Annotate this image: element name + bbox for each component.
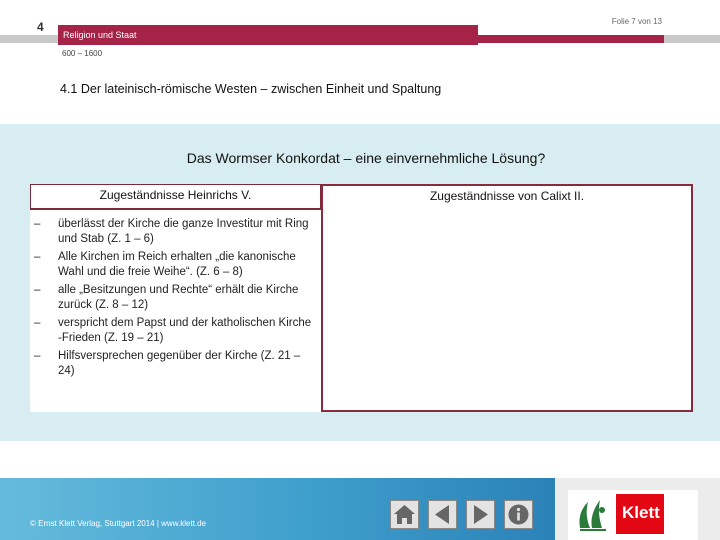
list-item-text: Hilfsversprechen gegenüber der Kirche (Z. 21 – 24) [58,350,301,377]
bullet-dash: – [34,350,41,362]
subject-bar [58,25,478,45]
list-item [30,316,321,346]
bullet-dash: – [34,284,41,296]
next-icon [467,501,494,528]
concessions-list [30,217,321,382]
list-item [30,349,321,379]
right-column-header: Zugeständnisse von Calixt II. [429,189,585,203]
klett-logo-text: Klett [622,503,660,522]
copyright-text: © Ernst Klett Verlag, Stuttgart 2014 | www.klett.de [30,519,207,528]
klett-logo [568,490,698,540]
next-button[interactable] [466,500,495,529]
subject-label: Religion und Staat [63,30,137,40]
header-bar-end [664,35,720,43]
list-item-text: Alle Kirchen im Reich erhalten „die kanonische Wahl und die freie Weihe“. (Z. 6 – 8) [58,251,296,278]
klett-logo-plate [616,494,664,534]
bullet-dash: – [34,218,41,230]
home-button[interactable] [390,500,419,529]
klett-logo-mark-icon [572,494,616,536]
slide-counter: Folie 7 von 13 [611,17,662,26]
info-icon [505,501,532,528]
section-title: 4.1 Der lateinisch-römische Westen – zwischen Einheit und Spaltung [60,82,442,96]
left-column [30,184,321,412]
previous-icon [429,501,456,528]
chapter-number: 4 [37,20,44,34]
info-button[interactable] [504,500,533,529]
bullet-dash: – [34,251,41,263]
header-bar-left [0,35,58,43]
list-item [30,283,321,313]
list-item-text: alle „Besitzungen und Rechte“ erhält die Kirche zurück (Z. 8 – 12) [58,284,299,311]
header-bar-right [478,35,664,43]
list-item [30,250,321,280]
content-title: Das Wormser Konkordat – eine einvernehmliche Lösung? [186,150,546,166]
list-item-text: verspricht dem Papst und der katholischen Kirche -Frieden (Z. 19 – 21) [58,317,312,344]
home-icon [391,501,418,528]
bullet-dash: – [34,317,41,329]
right-column [321,184,693,412]
previous-button[interactable] [428,500,457,529]
list-item-text: überlässt der Kirche die ganze Investitur mit Ring und Stab (Z. 1 – 6) [58,218,309,245]
left-column-header: Zugeständnisse Heinrichs V. [30,184,321,210]
period-label: 600 – 1600 [62,49,103,58]
list-item [30,217,321,247]
